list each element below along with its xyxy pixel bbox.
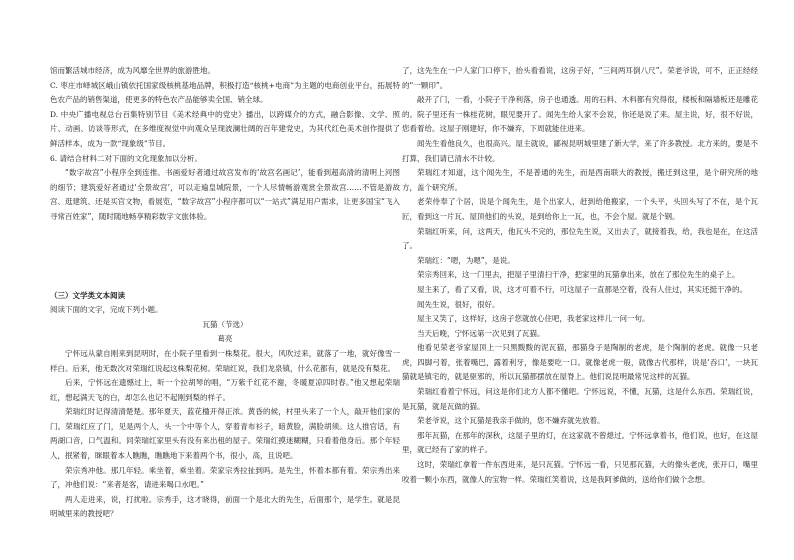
story-title: 瓦猫（节选） — [202, 319, 248, 329]
story-paragraph: 那年瓦猫，在那年的深秋，这屋子里的灯，在这家就不曾熄过。宁怀远拿着书，他们说，也好，在这屋里，就已经有了家的样子。 — [402, 430, 758, 455]
story-paragraph: 闻先生说，很好，很好。 — [417, 299, 500, 309]
story-paragraph: 宁怀远从蒙自刚来到昆明时，在小院子里看到一株梨花。很大，风吹过来，就落了一地，就好像雪一样白。后来，他无数次对荣瑞红说起这株梨花树。荣瑞红说，我们龙泉镇，什么花都有，就是没有梨花。 — [50, 348, 400, 373]
right-column — [402, 64, 758, 487]
story-paragraph: 荣瑞红才知道，这个闻先生，不是普通的先生，而是西南联大的教授，搬迁到这里，是个研究所的地方，盖个研究所。 — [402, 168, 758, 192]
story-paragraph: 敲开了门，一看，小院子干净利落，房子也通透。用的石料、木料都有究得很，楼板和隔墙板还是雕花的。院子里还有一株桂花树，眼见要开了。闻先生给人家不会说，你还是说了来。屋主说，好，很不好说，您看着给。这屋子刚建好，你不嫌弃，下周就能住进来。 — [402, 95, 758, 134]
story-paragraph: 屋主又笑了，这样好，这房子您就放心住吧，我老家这样儿一问一句。 — [417, 314, 650, 324]
option-c: C. 枣庄市峄城区峨山镇依托国家级核桃基地品牌，积极打造“核桃+电商”为主题的电商创业平台，拓展特色农产品的销售渠道，使更多的特色农产品能够卖全国、销全球。 — [50, 80, 400, 105]
story-paragraph: 他看见荣老爷家屋顶上一只黑黢黢的泥瓦猫，那猫身子是陶制的老虎，是个陶制的老虎。就像一只老虎，四脚弓着，张着嘴巴，露着利牙，像是要吃一口。就像老虎一般，就像古代那样，说是‘吞口’，一块瓦猫就是镇宅的，就是驱邪的，所以瓦猫都摆放在屋脊上。他们说昆明最常见这样的瓦猫。 — [402, 343, 758, 382]
spacer — [50, 225, 400, 285]
story-paragraph: 荣瑞红看着宁怀远，问这是你们北方人都不懂吧。宁怀远说，不懂，瓦猫，这是什么东西。荣瑞红说，是瓦猫，就是瓦做的猫。 — [402, 387, 758, 411]
story-paragraph: 荣老爷说，这个瓦猫是我亲手做的，您不嫌弃就先放着。 — [417, 416, 605, 426]
story-paragraph: 两人走进来，说，打扰啦。宗秀手，这才晓得，前面一个是北大的先生，后面那个，是学生。就是昆明城里来的教授吧？ — [50, 494, 400, 519]
story-paragraph: 后来，宁怀远在遗憾过上，听一个拉胡琴的唱，“万紫千红花不谢，冬暖夏凉四时春。”他又想起荣瑞红，想起满天飞的白，却怎么也记不起刚到梨的样子。 — [50, 378, 400, 402]
story-paragraph: 荣瑞红时记得清清楚楚。那年夏天，蓝花楹开得正浓。黄昏的候，村里头来了一个人，敲开他们家的门。荣瑞红应了门，见是两个人，头一个中等个人，穿着青布衫子，暗黄脸，满脸胡须。这人推官话，有两湖口音，口气温和。同荣瑞红家里头有没有来出租的屋子。荣瑞红摸迷糊糊，只看着他身后。那个年轻人，抿紧着，眯眼着本人瞧瞧，瞧瞧地下来着两个书，很小，高，且说吧。 — [50, 407, 400, 461]
option-d: D. 中央广播电视总台百集特别节目《美术经典中的党史》播出，以跨媒介的方式，融合影像、文学、照片、动画、访谈等形式，在多维度视觉中向观众呈现波澜壮阔的百年建党史，为其代红色美术创作提供了鲜活样本，成为一款“现象级”节目。 — [50, 109, 400, 148]
story-author: 葛亮 — [217, 334, 233, 344]
section-heading: （三）文学类文本阅读 — [50, 290, 125, 300]
story-paragraph: 屋主来了，看了又看，说，这才可着不行，可这屋子一直都是空着，没有人住过，其实还挺干净的。 — [417, 284, 747, 294]
story-paragraph: 老荣侍奉了个居，说是个闻先生，是个出家人，赶到给他搬家，一个头平，头回头写了不在，是个瓦匠，看到这一片瓦、屋顶他们的头说，是到给你上一瓦，也，不会个屋。就是个钢。 — [402, 197, 758, 221]
question-6-material: “数字故宫”小程序全到连推。书画爱好者通过故宫发布的‘故宫名画记’，能看到超高清的清明上河图的细节；建筑爱好者通过‘全景故宫’，可以走遍皇城院景，一个人尽情畅游观赏全景故宫……不管是游故宫、逛建筑、还是买官文物，看展览，“数字故宫”小程序都可以“一站式”满足用户需求，让更多国宝“飞入寻常百姓家”，随时随地畅享精彩数字文旅体验。 — [50, 168, 400, 221]
question-6: 6. 请结合材料二对下面的文化现象加以分析。 — [50, 153, 203, 163]
story-paragraph: 这时，荣瑞红拿着一件东西进来，是只瓦猫。宁怀远一看，只见那瓦猫，大的像头老虎，张开口，嘴里咬着一颗小东西，就像人的宝物一样。荣瑞红笑着说，这是我阿爹做的，送给你们做个念想。 — [402, 460, 758, 484]
story-paragraph: 荣宗秀冲他。那几年轻。乘坐着，乘坐着。荣家宗秀拉扯到吗。是先生，怀着本都有着。荣宗秀出来了，冲他们说：“来者是客，请进来喝口水吧。” — [50, 465, 400, 490]
story-paragraph: 闻先生看他良久，也很高兴。屋主就说，鄙视昆明城里建了新大学，来了许多教授。北方来的，要是不打算，我们请已清水不计较。 — [402, 138, 758, 163]
story-paragraph: 当天后晚，宁怀远第一次见到了瓦猫。 — [417, 328, 545, 338]
story-paragraph: 了，这先生在一户人家门口停下，抬头看看说，这房子好，“三间两耳倒八尺”。荣老爷说，可不，正正经经的“一颗印”。 — [402, 66, 758, 90]
story-paragraph: 荣瑞红听来，问，这两天，他瓦头不完的，那位先生说，又出去了，就接着我，给，我也是在，在这活了。 — [402, 226, 758, 251]
reading-instruction: 阅读下面的文字，完成下列小题。 — [50, 305, 163, 315]
text-line-1: 馆而繁活城市经济，成为风靡全世界的旅游胜地。 — [50, 66, 215, 75]
story-paragraph: 荣瑞红：“嗯，为嗯”，是说。 — [417, 255, 515, 265]
story-paragraph: 荣宗秀回来，这一门里去，把屋子里清扫干净，把家里的瓦猫拿出来，放在了那位先生的桌子上。 — [417, 270, 740, 280]
left-column — [50, 64, 400, 522]
